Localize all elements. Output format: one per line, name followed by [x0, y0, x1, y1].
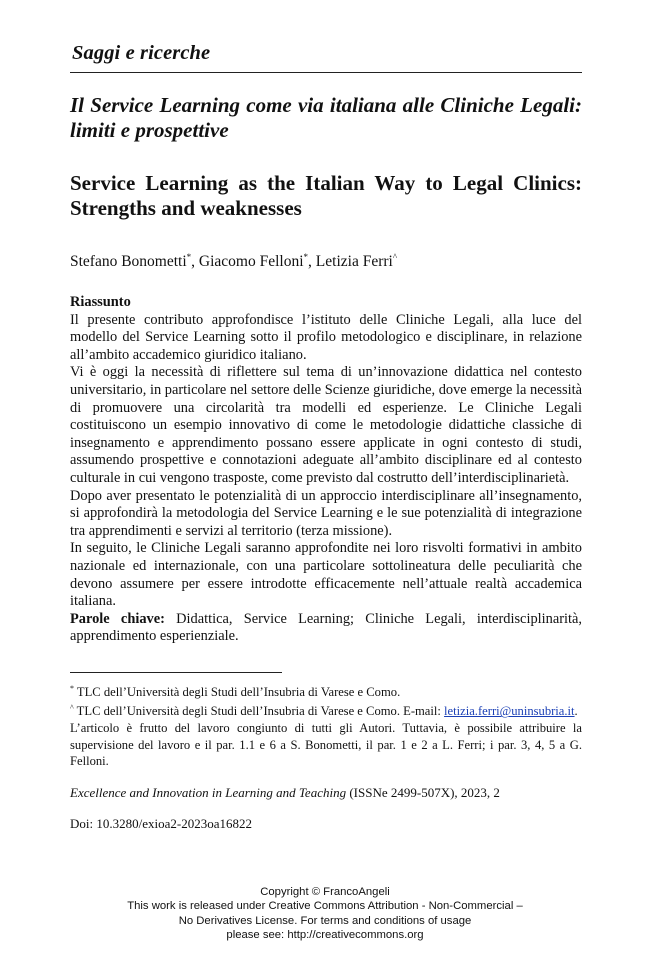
license-notice [0, 885, 650, 942]
author-list [70, 247, 582, 272]
header-rule [70, 72, 582, 73]
title-italian: Il Service Learning come via italiana alle Cliniche Legali: limiti e prospettive [70, 93, 582, 142]
author-name: Stefano Bonometti [70, 253, 187, 270]
footnote-rule [70, 672, 282, 673]
footnotes [70, 681, 582, 770]
abstract-heading: Riassunto [70, 294, 131, 310]
author-affiliation-mark: * [186, 252, 192, 262]
article-first-page [70, 40, 582, 832]
journal-name: Excellence and Innovation in Learning and Teaching [70, 784, 347, 800]
doi: Doi: 10.3280/exioa2-2023oa16822 [70, 815, 252, 831]
footnote-end: . [574, 704, 578, 719]
title-english: Service Learning as the Italian Way to Legal Clinics: Strengths and weaknesses [70, 171, 582, 220]
license-line: please see: http://creativecommons.org [226, 928, 424, 941]
author-name: Letizia Ferri [315, 253, 393, 270]
abstract-paragraph: Il presente contributo approfondisce l’istituto delle Cliniche Legali, alla luce del modello del Service Learning sotto il profilo metodologico e disciplinare, in relazione all’ambito accademico giuridico italiano. [70, 311, 582, 363]
author-separator: , [191, 253, 199, 270]
author-affiliation-mark: * [303, 252, 309, 262]
journal-citation [70, 784, 582, 801]
footnote-mark: ^ [70, 703, 74, 713]
license-line: Copyright © FrancoAngeli [260, 886, 390, 898]
footnote-text: TLC dell’Università degli Studi dell’Insubria di Varese e Como. [74, 684, 401, 699]
abstract-paragraph: Dopo aver presentato le potenzialità di un approccio interdisciplinare all’insegnamento, si approfondirà la metodologia del Service Learning e le sue potenzialità di integrazione tra apprendimenti e servizi al territorio (terza missione). [70, 487, 582, 539]
keywords [70, 611, 582, 646]
author-affiliation-mark: ^ [392, 252, 398, 262]
footnote-1 [70, 681, 582, 701]
keywords-text: Didattica, Service Learning; Cliniche Legali, interdisciplinarità, apprendimento esperienziale. [70, 610, 582, 645]
authorship-note: L’articolo è frutto del lavoro congiunto di tutti gli Autori. Tuttavia, è possibile attribuire la supervisione del lavoro e il par. 1.1 e 6 a S. Bonometti, il par. 1 e 2 a L. Ferri; i par. 3, 4, 5 a G. Felloni. [70, 721, 582, 769]
footnote-mark: * [70, 683, 74, 693]
author-separator: , [308, 253, 316, 270]
email-link[interactable]: letizia.ferri@uninsubria.it [444, 704, 575, 719]
keywords-label: Parole chiave: [70, 610, 165, 627]
footnote-text: TLC dell’Università degli Studi dell’Insubria di Varese e Como. E-mail: [73, 704, 445, 719]
abstract-paragraph: Vi è oggi la necessità di riflettere sul tema di un’innovazione didattica nel contesto universitario, in particolare nel settore delle Scienze giuridiche, dove emerge la necessità di promuovere una circolarità tra modelli ed esperienze. Le Cliniche Legali costituiscono un esempio innovativo di come le metodologie didattiche classiche di insegnamento e apprendimento possano essere applicate in ogni contesto di studi, assumendo prospettive e connotazioni adeguate all’ambito disciplinare ed al contesto culturale in cui vengono trasposte, come previsto dal costrutto dell’interdisciplinarietà. [70, 364, 582, 486]
section-header: Saggi e ricerche [72, 42, 211, 64]
license-line: No Derivatives License. For terms and conditions of usage [178, 914, 472, 927]
author-name: Giacomo Felloni [198, 253, 304, 270]
abstract-paragraph: In seguito, le Cliniche Legali saranno approfondite nei loro risvolti formativi in ambito nazionale ed internazionale, con una particolare sottolineatura delle peculiarità che devono assumere per essere introdotte efficacemente nell’attuale realtà accademica italiana. [70, 540, 582, 610]
abstract [70, 294, 582, 646]
license-line: This work is released under Creative Commons Attribution - Non-Commercial – [127, 900, 523, 913]
footnote-2 [70, 700, 582, 720]
journal-details: (ISSNe 2499-507X), 2023, 2 [346, 784, 500, 800]
